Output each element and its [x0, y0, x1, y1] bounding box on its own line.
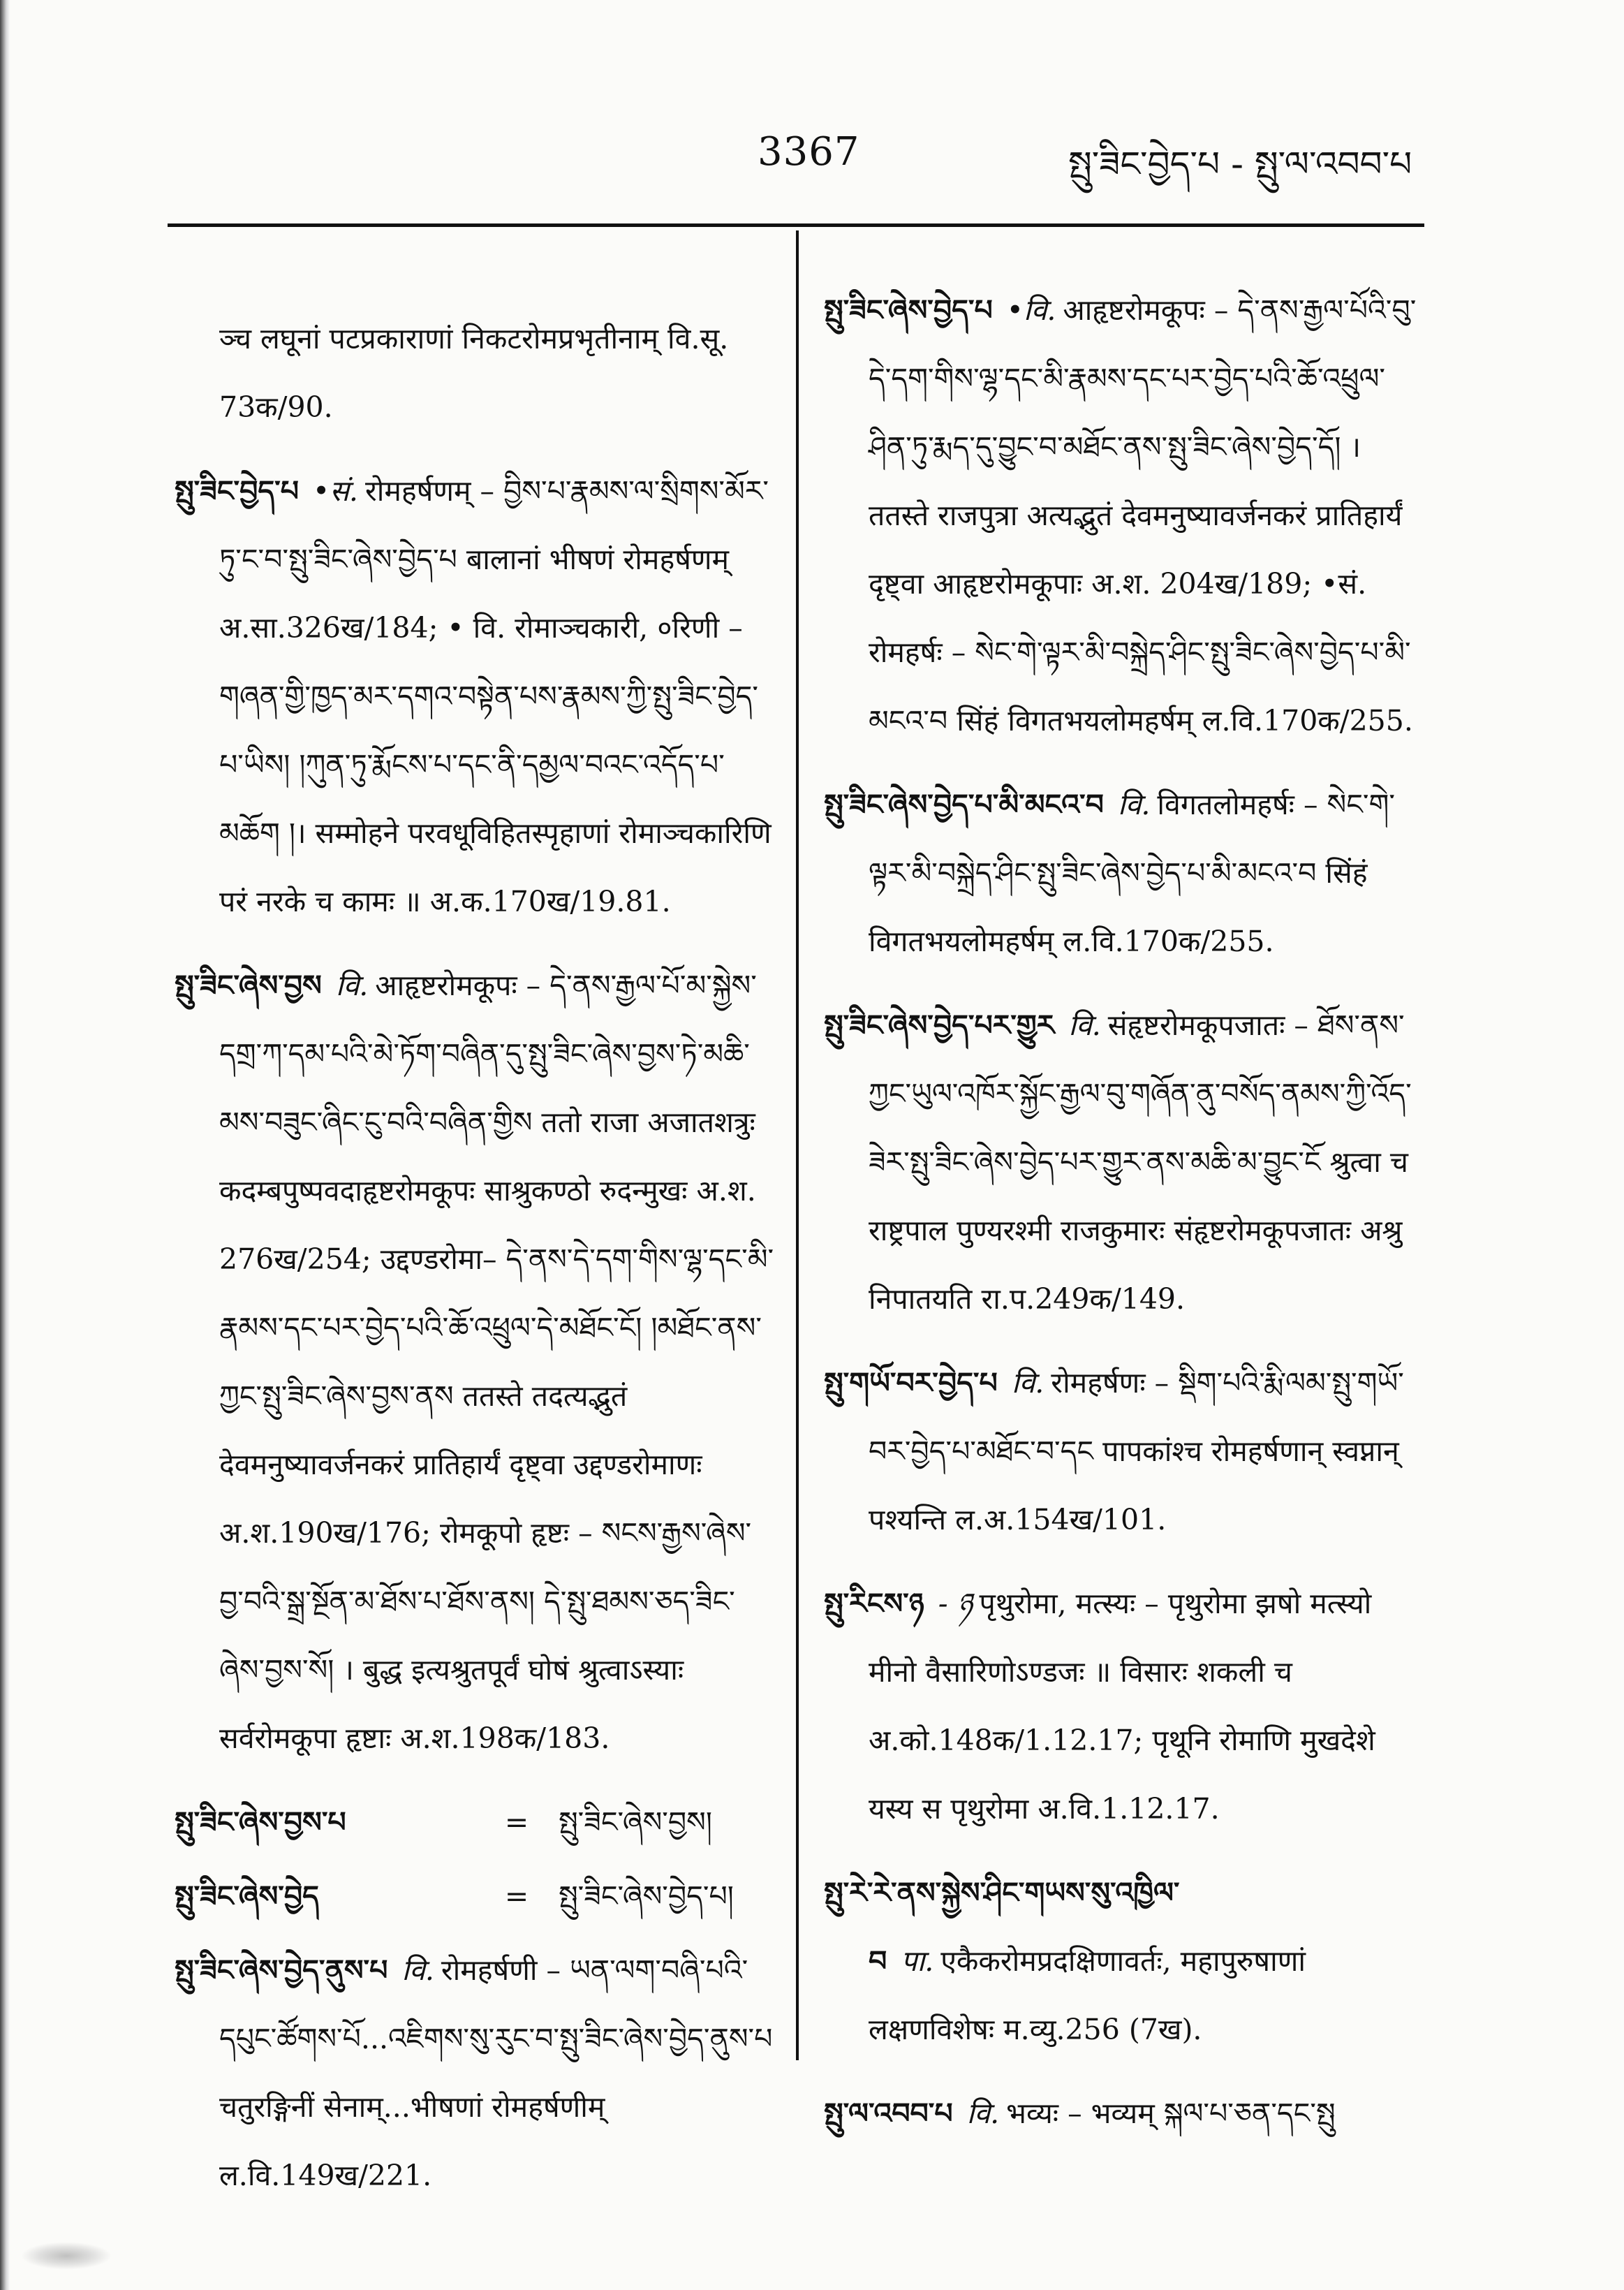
- dictionary-entry: [824, 770, 1424, 976]
- grammatical-label: वि.: [335, 969, 369, 1002]
- dictionary-entry: [824, 1349, 1424, 1554]
- xref-eq: =: [504, 1805, 529, 1839]
- right-column: [824, 276, 1424, 2163]
- entry-definition: रोमहर्षणी – ཡན་ལག་བཞི་པའི་དཔུང་ཚོགས་པོ...འཇིགས་སུ་རུང་བ་སྤུ་ཟིང་ཞེས་བྱེད་ནུས་པ चतुरङ्गिनीं सेनाम्...भीषणां रोमहर्षणीम् ल.वि.149ख/221.: [219, 1953, 773, 2192]
- entry-headword: སྤུ་རིངས་ཉ: [824, 1587, 924, 1620]
- entry-headword: སྤུ་ཟིང་ཞེས་བྱས: [175, 969, 322, 1002]
- entry-definition: पृथुरोमा, मत्स्यः – पृथुरोमा झषो मत्स्यो मीनो वैसारिणोऽण्डजः ॥ विसारः शकली च अ.को.148क/1.12.17; पृथूनि रोमाणि मुखदेशे यस्य स पृथुरोमा अ.वि.1.12.17.: [869, 1587, 1375, 1826]
- entry-definition: आहृष्टरोमकूपः – དེ་ནས་རྒྱལ་པོའི་བུ་དེ་དག་གིས་ལྷ་དང་མི་རྣམས་དང་པར་བྱེད་པའི་ཆོ་འཕྲུལ་ཤིན་ཏུ་རྨད་དུ་བྱུང་བ་མཐོང་ནས་སྤུ་ཟིང་ཞེས་བྱེད་དོ། । ततस्ते राजपुत्रा अत्यद्भुतं देवमनुष्यावर्जनकरं प्रातिहार्यं दृष्ट्वा आहृष्टरोमकूपाः अ.श. 204ख/189; •सं. रोमहर्षः – སེང་གེ་ལྟར་མི་བསྐྲེད་ཤིང་སྤུ་ཟིང་ཞེས་བྱེད་པ་མི་མངའ་བ सिंहं विगतभयलोमहर्षम् ल.वि.170क/255.: [869, 293, 1417, 737]
- grammatical-label: वि.: [966, 2097, 1000, 2130]
- entry-headword: སྤུ་ལ་འབབ་པ: [824, 2097, 953, 2130]
- grammatical-label: - ཉ: [938, 1587, 973, 1620]
- entry-definition: एकैकरोमप्रदक्षिणावर्तः, महापुरुषाणां लक्षणविशेषः म.व्यु.256 (7ख).: [869, 1944, 1306, 2046]
- dictionary-entry: [175, 951, 775, 1772]
- dictionary-entry: [175, 1936, 775, 2210]
- xref-from: སྤུ་ཟིང་ཞེས་བྱས་པ: [175, 1805, 346, 1839]
- dictionary-entry: [175, 457, 775, 936]
- grammatical-label: वि.: [401, 1953, 434, 1987]
- header-rule: [168, 223, 1424, 227]
- xref-to: སྤུ་ཟིང་ཞེས་བྱས།: [559, 1805, 712, 1839]
- entry-definition: विगतलोमहर्षः – སེང་གེ་ལྟར་མི་བསྐྲེད་ཤིང་སྤུ་ཟིང་ཞེས་བྱེད་པ་མི་མངའ་བ सिंहं विगतभयलोमहर्षम् ल.वि.170क/255.: [869, 788, 1395, 958]
- dictionary-entry: [824, 991, 1424, 1333]
- entry-headword: སྤུ་ཟིང་ཞེས་བྱེད་པ: [824, 293, 993, 327]
- entry-definition: भव्यः – भव्यम् སྐལ་པ་ཅན་དང་སྤུ: [1006, 2097, 1336, 2130]
- dictionary-entry: [824, 1858, 1424, 2064]
- entry-headword: སྤུ་རེ་རེ་ནས་སྐྱེས་ཤིང་གཡས་སུ་འཁྱིལ་བ: [824, 1876, 1180, 1978]
- xref-to: སྤུ་ཟིང་ཞེས་བྱེད་པ།: [559, 1879, 734, 1913]
- continued-text: ञ्च लघूनां पटप्रकाराणां निकटरोमप्रभृतीनाम् वि.सू. 73क/90.: [219, 322, 729, 424]
- column-divider: [796, 230, 799, 2060]
- entry-definition: रोमहर्षणः – སྡིག་པའི་རྨི་ལམ་སྤུ་གཡོ་བར་བྱེད་པ་མཐོང་བ་དང पापकांश्च रोमहर्षणान् स्वप्नान् पश्यन्ति ल.अ.154ख/101.: [869, 1366, 1404, 1536]
- grammatical-label: •सं.: [313, 474, 358, 508]
- entry-headword: སྤུ་ཟིང་ཞེས་བྱེད་ནུས་པ: [175, 1953, 388, 1987]
- dictionary-entry: [824, 276, 1424, 755]
- scan-smudge: [21, 2242, 112, 2270]
- grammatical-label: वि.: [1011, 1366, 1044, 1400]
- grammatical-label: वि.: [1068, 1008, 1101, 1042]
- scanned-page-edge: [0, 0, 10, 2290]
- xref-from: སྤུ་ཟིང་ཞེས་བྱེད: [175, 1879, 319, 1913]
- xref-eq: =: [504, 1879, 529, 1913]
- entry-definition: रोमहर्षणम् – བྱིས་པ་རྣམས་ལ་སྲིགས་མོར་ཏུ་ང་བ་སྤུ་ཟིང་ཞེས་བྱེད་པ बालानां भीषणं रोमहर्षणम् अ.सा.326ख/184; • वि. रोमाञ्चकारी, ०रिणी – གཞན་གྱི་ཁྱད་མར་དགའ་བསྟེན་པས་རྣམས་ཀྱི་སྤུ་ཟིང་བྱེད་པ་ཡིས། །ཀུན་ཏུ་རྨོངས་པ་དང་ནི་དམྱལ་བའང་འདོད་པ་མཆོག །। सम्मोहने परवधूविहितस्पृहाणां रोमाञ्चकारिणि परं नरके च कामः ॥ अ.क.170ख/19.81.: [219, 474, 772, 918]
- entry-headword: སྤུ་ཟིང་ཞེས་བྱེད་པར་གྱུར: [824, 1008, 1055, 1042]
- page-number: 3367: [758, 129, 860, 175]
- grammatical-label: •वि.: [1006, 293, 1056, 327]
- grammatical-label: पा.: [901, 1944, 934, 1978]
- cross-reference: [175, 1862, 775, 1930]
- running-head: སྤུ་ཟིང་བྱེད་པ - སྤུ་ལ་འབབ་པ: [1068, 144, 1412, 184]
- cross-reference: [175, 1788, 775, 1856]
- entry-definition: संहृष्टरोमकूपजातः – ཐོས་ནས་ཀྱང་ཡུལ་འཁོར་སྐྱོང་རྒྱལ་བུ་གཞོན་ནུ་བསོད་ནམས་ཀྱི་འོད་ཟེར་སྤུ་ཟིང་ཞེས་བྱེད་པར་གྱུར་ནས་མཆི་མ་བྱུང་ངོ श्रुत्वा च राष्ट्रपाल पुण्यरश्मी राजकुमारः संहृष्टरोमकूपजातः अश्रु निपातयति रा.प.249क/149.: [869, 1008, 1412, 1316]
- left-column: [175, 276, 775, 2225]
- grammatical-label: वि.: [1117, 788, 1151, 821]
- entry-headword: སྤུ་གཡོ་བར་བྱེད་པ: [824, 1366, 998, 1400]
- entry-headword: སྤུ་ཟིང་ཞེས་བྱེད་པ་མི་མངའ་བ: [824, 788, 1104, 821]
- dictionary-entry: [824, 2079, 1424, 2148]
- dictionary-entry: [824, 1569, 1424, 1843]
- entry-headword: སྤུ་ཟིང་བྱེད་པ: [175, 474, 300, 508]
- entry-definition: आहृष्टरोमकूपः – དེ་ནས་རྒྱལ་པོ་མ་སྐྱེས་དགྲ་ཀ་དམ་པའི་མེ་ཏོག་བཞིན་དུ་སྤུ་ཟིང་ཞེས་བྱས་ཏེ་མཆི་མས་བཟུང་ཞིང་ངུ་བའི་བཞིན་གྱིས ततो राजा अजातशत्रुः कदम्बपुष्पवदाहृष्टरोमकूपः साश्रुकण्ठो रुदन्मुखः अ.श. 276ख/254; उद्दण्डरोमा– དེ་ནས་དེ་དག་གིས་ལྷ་དང་མི་རྣམས་དང་པར་བྱེད་པའི་ཆོ་འཕྲུལ་དེ་མཐོང་ངོ། །མཐོང་ནས་ཀྱང་སྤུ་ཟིང་ཞེས་བྱས་ནས ततस्ते तदत्यद्भुतं देवमनुष्यावर्जनकरं प्रातिहार्यं दृष्ट्वा उद्दण्डरोमाणः अ.श.190ख/176; रोमकूपो हृष्टः – སངས་རྒྱས་ཞེས་བྱ་བའི་སྒྲ་སྔོན་མ་ཐོས་པ་ཐོས་ནས། དེ་སྤུ་ཐམས་ཅད་ཟིང་ཞེས་བྱས་སོ། । बुद्ध इत्यश्रुतपूर्वं घोषं श्रुत्वाऽस्याः सर्वरोमकूपा हृष्टाः अ.श.198क/183.: [219, 969, 774, 1755]
